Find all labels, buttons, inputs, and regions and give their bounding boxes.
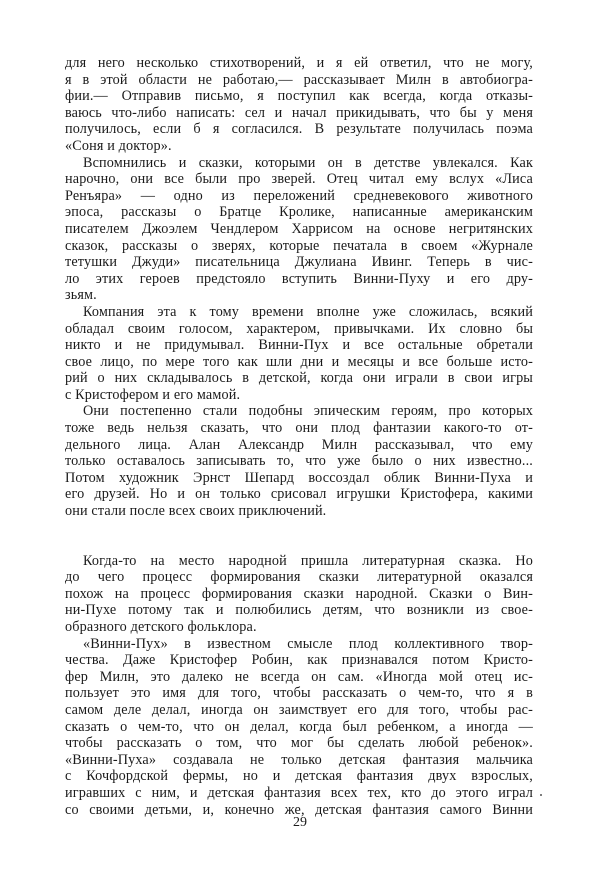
text-line: Когда-то на место народной пришла литературная сказка. Но xyxy=(83,552,533,569)
text-line: «Винни-Пух» в известном смысле плод коллективного твор- xyxy=(83,635,533,652)
text-line: со своими детьми, и, конечно же, детская фантазия самого Винни xyxy=(65,801,533,818)
text-line: фер Милн, это далеко не всегда он сам. «Иногда мой отец ис- xyxy=(65,668,533,685)
page-body xyxy=(65,55,533,818)
paragraph xyxy=(65,553,533,636)
text-line: тетушки Джуди» писательница Джулиана Ивинг. Теперь в чис- xyxy=(65,254,533,271)
text-line: я в этой области не работаю,— рассказывает Милн в автобиогра- xyxy=(65,71,533,88)
text-line: «Соня и доктор». xyxy=(65,137,172,154)
text-line: только оставалось записывать то, что уже было о них известно... xyxy=(65,453,533,470)
text-line: для него несколько стихотворений, и я ей ответил, что не могу, xyxy=(65,55,533,71)
text-line: дельного лица. Алан Александр Милн рассказывал, что ему xyxy=(65,436,533,453)
paragraph xyxy=(65,636,533,819)
text-line: ло этих героев предстояло вступить Винни-Пуху и его дру- xyxy=(65,270,533,287)
text-line: образного детского фольклора. xyxy=(65,619,257,635)
text-line: рий о них складывалось в детской, когда они играли в свои игры xyxy=(65,370,533,387)
paragraph xyxy=(65,155,533,304)
text-line: свое лицо, по мере того как шли дни и месяцы и все больше исто- xyxy=(65,353,533,370)
text-line: писателем Джоэлем Чендлером Харрисом на основе негритянских xyxy=(65,220,533,237)
text-line: чества. Даже Кристофер Робин, как признавался потом Кристо- xyxy=(65,652,533,669)
text-line: Вспомнились и сказки, которыми он в детстве увлекался. Как xyxy=(83,154,533,171)
text-line: они стали после всех своих приключений. xyxy=(65,503,327,520)
text-line: до чего процесс формирования сказки литературной оказался xyxy=(65,569,533,586)
text-line: никто и не придумывал. Винни-Пух и все остальные обретали xyxy=(65,337,533,354)
text-line: Они постепенно стали подобны эпическим героям, про которых xyxy=(83,403,533,420)
text-line: чтобы рассказать о том, что мог бы сделать любой ребенок». xyxy=(65,735,533,752)
paragraph xyxy=(65,304,533,404)
paragraph xyxy=(65,55,533,155)
section-break xyxy=(65,520,533,553)
text-line: сказок, рассказы о зверях, которые печатала в своем «Журнале xyxy=(65,237,533,254)
text-line: игравших с ним, и детская фантазия всех тех, кто до этого играл xyxy=(65,784,533,801)
text-line: получилось, если б я согласился. В результате получилась поэма xyxy=(65,121,533,138)
text-line: зьям. xyxy=(65,287,97,304)
text-line: ваюсь что-либо написать: сел и начал прикидывать, что бы у меня xyxy=(65,104,533,121)
page-number: 29 xyxy=(293,815,307,830)
text-line: сказать о чем-то, что он делал, когда был ребенком, а иногда — xyxy=(65,718,533,735)
text-line: самом деле делал, иногда он заимствует его для того, чтобы рас- xyxy=(65,701,533,718)
text-line: нарочно, они все были про зверей. Отец читал ему вслух «Лиса xyxy=(65,171,533,188)
text-line: Потом художник Эрнст Шепард воссоздал облик Винни-Пуха и xyxy=(65,469,533,486)
text-line: Ренъяра» — одно из переложений средневекового животного xyxy=(65,187,533,204)
text-line: Компания эта к тому времени вполне уже сложилась, всякий xyxy=(83,303,533,320)
text-line: с Кочфордской фермы, но и детская фантазия двух взрослых, xyxy=(65,768,533,785)
text-line: пользует это имя для того, чтобы рассказать о чем-то, что я в xyxy=(65,685,533,702)
text-line: с Кристофером и его мамой. xyxy=(65,386,241,403)
paragraph xyxy=(65,403,533,519)
text-line: похож на процесс формирования сказки народной. Сказки о Вин- xyxy=(65,585,533,602)
text-line: обладал своим голосом, характером, привычками. Их словно бы xyxy=(65,320,533,337)
text-line: его друзей. Но и он только срисовал игрушки Кристофера, какими xyxy=(65,486,533,503)
text-line: «Винни-Пуха» создавала не только детская фантазия мальчика xyxy=(65,751,533,768)
text-line: фии.— Отправив письмо, я поступил как всегда, когда отказы- xyxy=(65,88,533,105)
text-line: тоже ведь нельзя сказать, что они плод фантазии какого-то от- xyxy=(65,420,533,437)
text-line: ни-Пухе потому так и полюбились детям, что возникли из свое- xyxy=(65,602,533,619)
scan-speck xyxy=(540,794,542,796)
text-line: эпоса, рассказы о Братце Кролике, написанные американским xyxy=(65,204,533,221)
